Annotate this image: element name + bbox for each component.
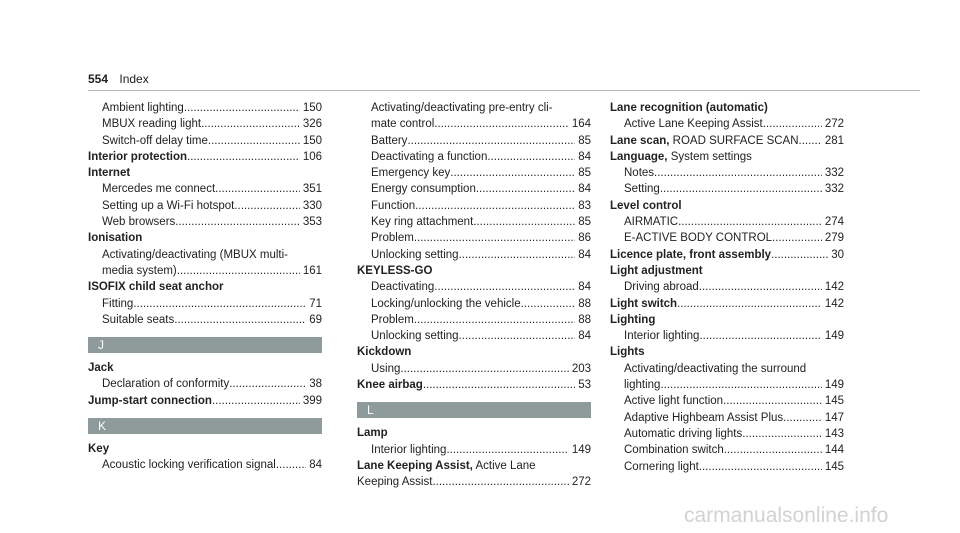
term-label: Licence plate, front assembly [610, 248, 772, 261]
entry-text [624, 411, 783, 425]
page-ref: 84 [578, 183, 591, 196]
entry-label: Problem [371, 232, 414, 245]
index-subentry [357, 297, 591, 311]
leader-dots [450, 166, 575, 180]
entry-label: Using [371, 362, 401, 375]
index-term [357, 345, 591, 359]
index-subentry [88, 215, 322, 229]
leader-dots [184, 101, 300, 115]
index-term [610, 134, 844, 148]
entry-text [371, 362, 400, 376]
entry-label: Unlocking setting [371, 330, 459, 343]
term-label: Lamp [357, 427, 388, 440]
index-subentry [357, 166, 591, 180]
index-term [357, 426, 591, 440]
index-subentry [357, 101, 591, 115]
entry-text [371, 297, 521, 311]
index-subentry [610, 329, 844, 343]
entry-text [371, 313, 414, 327]
entry-text [610, 313, 655, 327]
entry-label: media system) [102, 264, 177, 277]
index-term [357, 378, 591, 392]
entry-text [102, 134, 208, 148]
leader-dots [201, 117, 300, 131]
leader-dots [699, 329, 821, 343]
index-term [88, 166, 322, 180]
entry-label: Activating/deactivating pre-entry cli- [371, 102, 553, 114]
index-subentry [610, 280, 844, 294]
entry-text [102, 313, 174, 327]
entry-text [102, 199, 234, 213]
page-ref: 279 [824, 232, 844, 245]
leader-dots [415, 199, 575, 213]
index-subentry [610, 117, 844, 131]
index-subentry [357, 150, 591, 164]
entry-label: Activating/deactivating (MBUX multi- [102, 248, 288, 261]
entry-label: MBUX reading light [102, 118, 202, 131]
entry-label: Active Lane Keeping Assist [624, 118, 763, 131]
page-ref: 84 [309, 459, 322, 472]
leader-dots [654, 166, 822, 180]
entry-text [371, 231, 414, 245]
index-term [610, 150, 844, 164]
leader-dots [699, 460, 822, 474]
leader-dots [521, 297, 576, 311]
entry-label: Interior lighting [624, 330, 700, 343]
entry-label: Setting up a Wi-Fi hotspot [102, 199, 235, 212]
entry-text [610, 345, 645, 359]
entry-label: Activating/deactivating the surround [624, 362, 807, 375]
term-label: Light switch [610, 297, 678, 310]
header-rule [88, 90, 920, 91]
index-subentry [357, 475, 591, 489]
index-term [88, 394, 322, 408]
leader-dots [215, 182, 300, 196]
entry-text [102, 377, 229, 391]
page-ref: 83 [578, 199, 591, 212]
entry-label: Key ring attachment [371, 216, 474, 229]
entry-label: System settings [667, 150, 752, 163]
watermark: carmanualsonline.info [684, 504, 889, 527]
page-ref: 150 [302, 134, 322, 147]
leader-dots [699, 280, 822, 294]
letter-heading: K [88, 418, 322, 434]
leader-dots [229, 377, 306, 391]
index-subentry [610, 443, 844, 457]
entry-label: Battery [371, 134, 408, 147]
term-label: KEYLESS-GO [357, 264, 433, 277]
entry-text [357, 378, 423, 392]
page-ref: 330 [302, 199, 322, 212]
entry-text [610, 297, 677, 311]
entry-text [371, 166, 450, 180]
entry-label: Switch-off delay time [102, 134, 208, 147]
leader-dots [772, 231, 822, 245]
entry-label: Energy consumption [371, 183, 476, 196]
index-subentry [610, 460, 844, 474]
leader-dots [476, 182, 575, 196]
page-ref: 272 [571, 476, 591, 489]
page-ref: 399 [302, 394, 322, 407]
term-label: Internet [88, 167, 131, 180]
leader-dots [723, 394, 822, 408]
index-term [88, 442, 322, 456]
entry-text [371, 443, 446, 457]
entry-text [624, 394, 723, 408]
entry-text [371, 329, 459, 343]
entry-text [624, 427, 742, 441]
entry-label: Fitting [102, 297, 134, 310]
leader-dots [459, 329, 576, 343]
leader-dots [434, 117, 569, 131]
section-title: Index [119, 72, 149, 86]
page-ref: 38 [309, 378, 322, 391]
entry-text [102, 248, 288, 262]
leader-dots [133, 297, 306, 311]
entry-label: Locking/unlocking the vehicle [371, 297, 521, 310]
entry-text [624, 166, 654, 180]
page-ref: 84 [578, 281, 591, 294]
term-label: Key [88, 443, 110, 456]
index-subentry [610, 411, 844, 425]
page-ref: 84 [578, 150, 591, 163]
index-subentry [357, 313, 591, 327]
leader-dots [432, 475, 568, 489]
entry-text [624, 443, 724, 457]
term-label: Lane Keeping Assist, [357, 459, 473, 472]
entry-text [624, 280, 699, 294]
entry-text [357, 264, 432, 278]
page-ref: 332 [824, 167, 844, 180]
page-ref: 88 [578, 297, 591, 310]
index-subentry [357, 182, 591, 196]
entry-text [371, 280, 434, 294]
page-ref: 353 [302, 216, 322, 229]
entry-text [371, 248, 459, 262]
leader-dots [660, 182, 822, 196]
index-term [610, 248, 844, 262]
entry-text [357, 459, 536, 473]
entry-text [88, 231, 142, 245]
entry-text [610, 101, 768, 115]
entry-label: Cornering light [624, 460, 699, 473]
page-ref: 149 [571, 443, 591, 456]
entry-text [88, 394, 212, 408]
entry-text [624, 215, 678, 229]
entry-label: AIRMATIC [624, 216, 679, 229]
entry-label: Emergency key [371, 167, 451, 180]
entry-label: Notes [624, 167, 655, 180]
leader-dots [414, 231, 575, 245]
page-ref: 149 [824, 379, 844, 392]
page-ref: 69 [309, 313, 322, 326]
index-subentry [88, 313, 322, 327]
entry-text [371, 150, 487, 164]
page-ref: 145 [824, 460, 844, 473]
leader-dots [799, 134, 822, 148]
entry-text [624, 231, 772, 245]
page-ref: 164 [571, 118, 591, 131]
page-ref: 326 [302, 118, 322, 131]
index-column-1 [88, 101, 322, 473]
index-subentry [610, 166, 844, 180]
index-subentry [88, 101, 322, 115]
index-subentry [357, 329, 591, 343]
leader-dots [473, 215, 575, 229]
index-term [610, 313, 844, 327]
index-subentry [610, 394, 844, 408]
page-ref: 71 [309, 297, 322, 310]
entry-label: ROAD SURFACE SCAN [669, 134, 799, 147]
index-term [357, 459, 591, 473]
leader-dots [446, 443, 568, 457]
entry-text [624, 362, 806, 376]
index-subentry [88, 264, 322, 278]
leader-dots [400, 362, 568, 376]
entry-label: Driving abroad [624, 281, 699, 294]
term-label: Level control [610, 199, 682, 212]
entry-text [357, 475, 432, 489]
entry-label: Deactivating [371, 281, 435, 294]
term-label: Interior protection [88, 150, 188, 163]
entry-label: E-ACTIVE BODY CONTROL [624, 232, 773, 245]
entry-label: lighting [624, 379, 661, 392]
entry-text [610, 248, 771, 262]
entry-text [357, 426, 388, 440]
leader-dots [434, 280, 575, 294]
page-ref: 144 [824, 444, 844, 457]
index-term [610, 101, 844, 115]
page-ref: 150 [302, 102, 322, 114]
index-subentry [88, 377, 322, 391]
leader-dots [677, 297, 822, 311]
leader-dots [175, 215, 300, 229]
entry-label: Function [371, 199, 416, 212]
index-term [88, 150, 322, 164]
entry-label: Interior lighting [371, 443, 447, 456]
page-ref: 86 [578, 232, 591, 245]
leader-dots [678, 215, 822, 229]
index-subentry [610, 215, 844, 229]
entry-text [102, 264, 177, 278]
page-ref: 149 [824, 330, 844, 343]
entry-label: Suitable seats [102, 313, 175, 326]
page-ref: 274 [824, 216, 844, 229]
leader-dots [724, 443, 822, 457]
index-subentry [88, 297, 322, 311]
page-ref: 88 [578, 313, 591, 326]
entry-label: Web browsers [102, 216, 176, 229]
entry-text [357, 345, 411, 359]
page-ref: 147 [824, 411, 844, 424]
entry-label: Problem [371, 313, 414, 326]
entry-label: Keeping Assist [357, 476, 433, 489]
leader-dots [177, 264, 300, 278]
page-header [88, 72, 149, 86]
term-label: Lighting [610, 313, 656, 326]
entry-text [88, 150, 187, 164]
entry-label: Adaptive Highbeam Assist Plus [624, 411, 784, 424]
term-label: Jack [88, 362, 114, 375]
page-ref: 53 [578, 379, 591, 392]
index-term [610, 264, 844, 278]
leader-dots [174, 313, 306, 327]
index-term [610, 345, 844, 359]
page-ref: 161 [302, 264, 322, 277]
index-term [357, 264, 591, 278]
index-subentry [88, 182, 322, 196]
index-subentry [357, 117, 591, 131]
index-term [88, 361, 322, 375]
index-subentry [357, 280, 591, 294]
page-ref: 142 [824, 297, 844, 310]
page-ref: 142 [824, 281, 844, 294]
entry-text [624, 460, 699, 474]
entry-text [102, 458, 276, 472]
entry-text [624, 378, 660, 392]
leader-dots [208, 134, 300, 148]
index-subentry [610, 427, 844, 441]
leader-dots [771, 248, 828, 262]
term-label: Kickdown [357, 346, 412, 359]
index-term [610, 199, 844, 213]
leader-dots [423, 378, 575, 392]
entry-text [610, 264, 703, 278]
page-ref: 351 [302, 183, 322, 196]
entry-text [102, 215, 175, 229]
entry-text [371, 199, 415, 213]
index-column-2 [357, 101, 591, 490]
entry-label: Combination switch [624, 444, 724, 457]
entry-text [624, 182, 660, 196]
index-subentry [357, 134, 591, 148]
index-subentry [357, 199, 591, 213]
entry-text [102, 297, 133, 311]
entry-label: Declaration of conformity [102, 378, 230, 391]
page-ref: 84 [578, 248, 591, 261]
entry-text [88, 442, 109, 456]
entry-text [102, 117, 201, 131]
entry-text [610, 150, 752, 164]
term-label: Light adjustment [610, 264, 703, 277]
index-term [610, 297, 844, 311]
page-ref: 84 [578, 330, 591, 343]
index-subentry [610, 378, 844, 392]
index-subentry [357, 443, 591, 457]
entry-label: Mercedes me connect [102, 183, 216, 196]
letter-heading: L [357, 402, 591, 418]
entry-text [102, 182, 215, 196]
entry-text [371, 182, 476, 196]
index-subentry [357, 362, 591, 376]
leader-dots [276, 458, 306, 472]
entry-label: Active light function [624, 395, 724, 408]
term-label: Language, [610, 150, 668, 163]
index-subentry [88, 134, 322, 148]
index-subentry [88, 117, 322, 131]
entry-label: mate control [371, 118, 435, 131]
page-ref: 203 [571, 362, 591, 375]
index-subentry [357, 215, 591, 229]
entry-text [624, 117, 763, 131]
entry-text [371, 134, 407, 148]
leader-dots [414, 313, 575, 327]
page-ref: 145 [824, 395, 844, 408]
index-subentry [357, 248, 591, 262]
page-ref: 85 [578, 167, 591, 180]
term-label: Knee airbag [357, 379, 423, 392]
leader-dots [407, 134, 575, 148]
entry-text [88, 361, 114, 375]
leader-dots [783, 411, 822, 425]
entry-text [371, 101, 553, 115]
leader-dots [187, 150, 300, 164]
entry-text [102, 101, 184, 115]
entry-label: Unlocking setting [371, 248, 459, 261]
index-subentry [610, 182, 844, 196]
page-ref: 85 [578, 134, 591, 147]
leader-dots [487, 150, 575, 164]
page-ref: 143 [824, 427, 844, 440]
entry-text [624, 329, 699, 343]
entry-label: Automatic driving lights [624, 427, 743, 440]
letter-heading: J [88, 337, 322, 353]
term-label: Lane scan, [610, 134, 670, 147]
term-label: ISOFIX child seat anchor [88, 281, 224, 294]
index-subentry [88, 458, 322, 472]
page-ref: 272 [824, 118, 844, 131]
page-ref: 106 [302, 150, 322, 163]
entry-text [371, 117, 434, 131]
leader-dots [660, 378, 821, 392]
entry-text [88, 280, 223, 294]
index-subentry [610, 362, 844, 376]
leader-dots [763, 117, 822, 131]
term-label: Lane recognition (automatic) [610, 102, 768, 114]
term-label: Lights [610, 346, 645, 359]
page-number: 554 [88, 72, 109, 86]
leader-dots [212, 394, 300, 408]
index-subentry [88, 248, 322, 262]
entry-label: Acoustic locking verification signal [102, 459, 276, 472]
index-subentry [357, 231, 591, 245]
page-ref: 85 [578, 216, 591, 229]
term-label: Jump-start connection [88, 394, 212, 407]
page-ref: 332 [824, 183, 844, 196]
term-label: Ionisation [88, 232, 143, 245]
entry-text [610, 199, 682, 213]
index-subentry [610, 231, 844, 245]
entry-text [610, 134, 799, 148]
entry-text [88, 166, 130, 180]
page-ref: 281 [824, 134, 844, 147]
leader-dots [459, 248, 576, 262]
entry-text [371, 215, 473, 229]
index-column-3 [610, 101, 844, 474]
entry-label: Setting [624, 183, 660, 196]
entry-label: Ambient lighting [102, 102, 184, 114]
index-subentry [88, 199, 322, 213]
entry-label: Deactivating a function [371, 150, 488, 163]
index-term [88, 231, 322, 245]
leader-dots [234, 199, 300, 213]
page-ref: 30 [831, 248, 844, 261]
leader-dots [742, 427, 822, 441]
index-term [88, 280, 322, 294]
entry-label: Active Lane [472, 459, 536, 472]
